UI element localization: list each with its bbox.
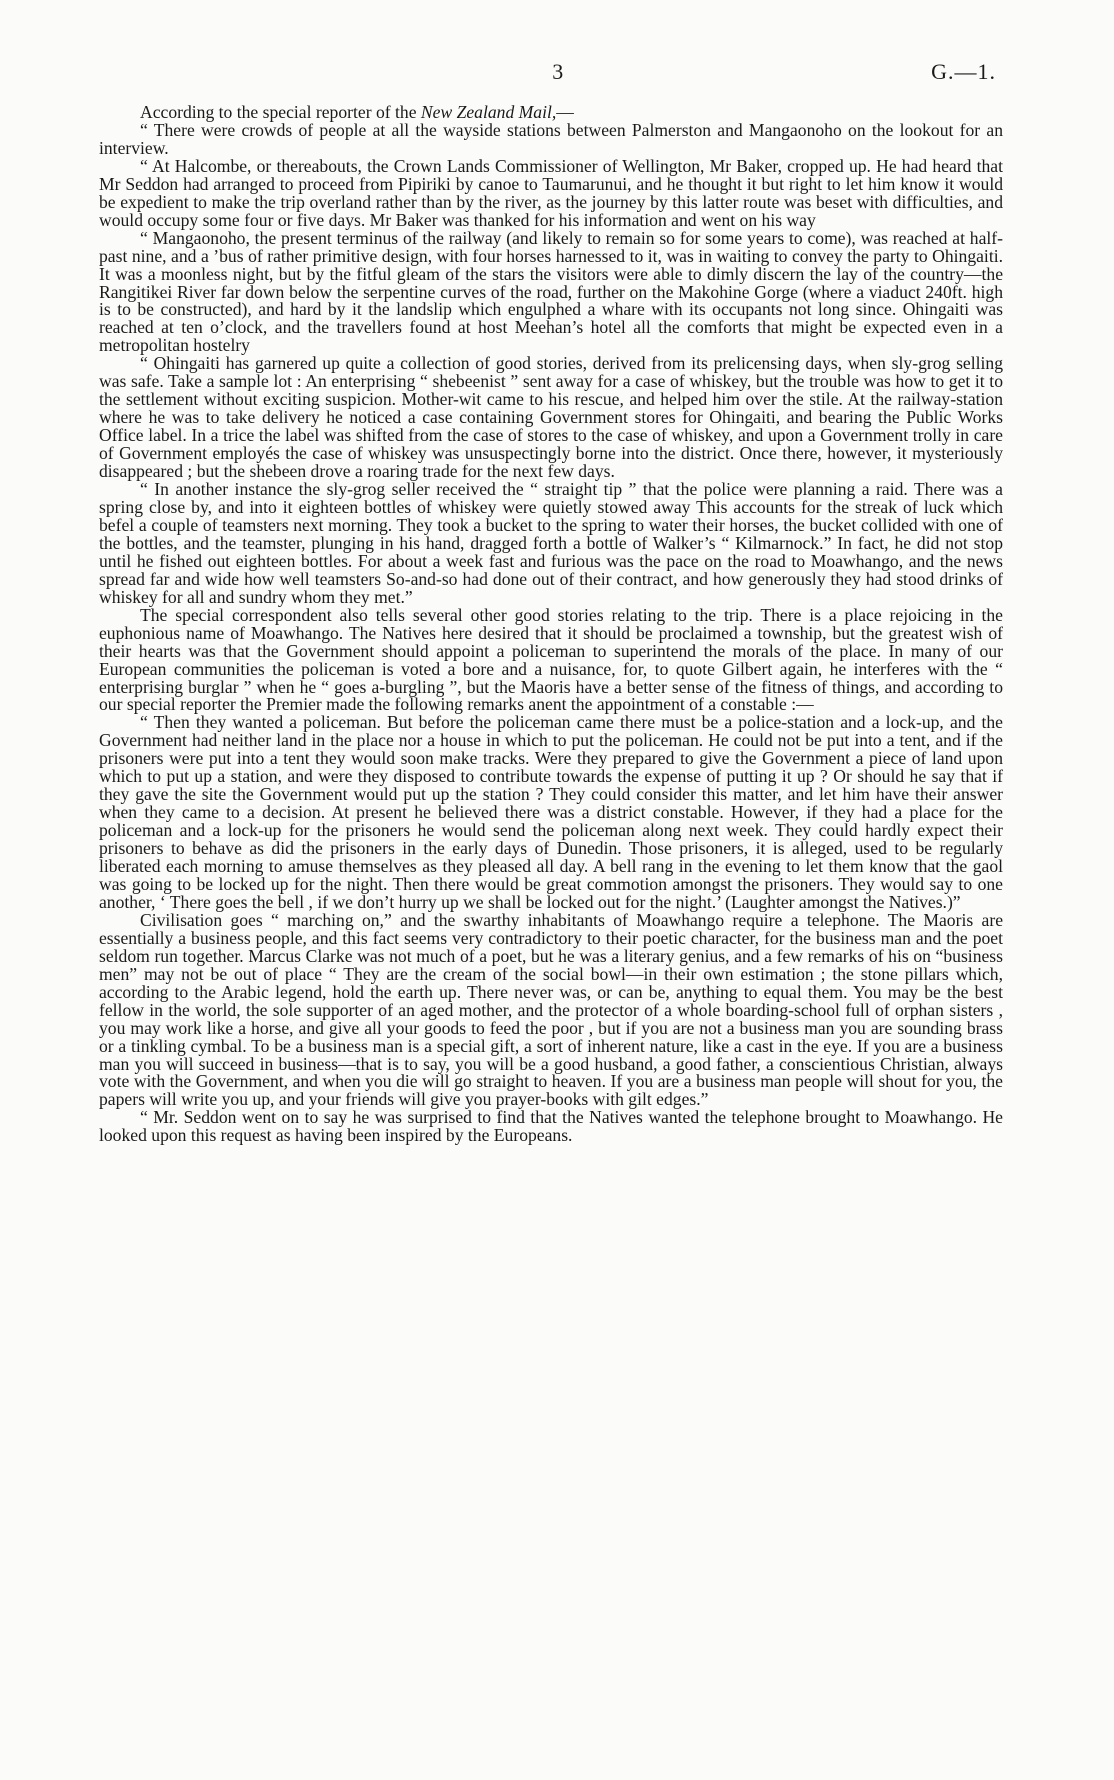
paragraph: Civilisation goes “ marching on,” and the swarthy inhabitants of Moawhango require a telephone. The Maoris are essentially a business people, and this fact seems very contradictory to their poetic character, for the business man and the poet seldom run together. Marcus Clarke was not much of a poet, but he was a literary genius, and a few remarks of his on “business men” may not be out of place “ They are the cream of the social bowl—in their own estimation ; the stone pillars which, according to the Arabic legend, hold the earth up. There never was, or can be, anything to equal them. You may be the best fellow in the world, the sole supporter of an aged mother, and the protector of a whole boarding-school full of orphan sisters , you may work like a horse, and give all your goods to feed the poor , but if you are not a business man you are sounding brass or a tinkling cymbal. To be a business man is a special gift, a sort of inherent nature, like a cast in the eye. If you are a business man you will succeed in business—that is to say, you will be a good husband, a good father, a conscientious Christian, always vote with the Government, and when you die will go straight to heaven. If you are a business man people will shout for you, the papers will write you up, and your friends will give you prayer-books with gilt edges.” [99,909,1003,1110]
body-text [99,104,1003,1145]
intro-text: According to the special reporter of the [140,102,421,122]
intro-dash: — [556,102,574,122]
page-number: 3 [552,59,564,84]
paragraph: “ At Halcombe, or thereabouts, the Crown Lands Commissioner of Wellington, Mr Baker, cropped up. He had heard that Mr Seddon had arranged to proceed from Pipiriki by canoe to Taumarunui, and he thought it but right to let him know it would be expedient to make the trip overland rather than by the river, as the journey by this latter route was beset with difficulties, and would occupy some four or five days. Mr Baker was thanked for his information and went on his way [99,155,1003,230]
document-reference: G.—1. [931,59,996,84]
paragraph: “ Mr. Seddon went on to say he was surprised to find that the Natives wanted the telephone brought to Moawhango. He looked upon this request as having been inspired by the Europeans. [99,1107,1003,1146]
paragraph: “ Mangaonoho, the present terminus of the railway (and likely to remain so for some years to come), was reached at half-past nine, and a ’bus of rather primitive design, with four horses harnessed to it, was in waiting to convey the party to Ohingaiti. It was a moonless night, but by the fitful gleam of the stars the visitors were able to dimly discern the lay of the country—the Rangitikei River far down below the serpentine curves of the road, further on the Makohine Gorge (where a viaduct 240ft. high is to be constructed), and hard by it the landslip which engulphed a whare with its occupants not long since. Ohingaiti was reached at ten o’clock, and the travellers found at host Meehan’s hotel all the comforts that might be expected even in a metropolitan hostelry [99,227,1003,356]
paragraph: “ Ohingaiti has garnered up quite a collection of good stories, derived from its prelicensing days, when sly-grog selling was safe. Take a sample lot : An enterprising “ shebeenist ” sent away for a case of whiskey, but the trouble was how to get it to the settlement without exciting suspicion. Mother-wit came to his rescue, and helped him over the stile. At the railway-station where he was to take delivery he noticed a case containing Government stores for Ohingaiti, and bearing the Public Works Office label. In a trice the label was shifted from the case of stores to the case of whiskey, and upon a Government trolly in care of Government employés the case of whiskey was unsuspectingly borne into the district. Once there, however, it mysteriously disappeared ; but the shebeen drove a roaring trade for the next few days. [99,353,1003,482]
paragraph: “ Then they wanted a policeman. But before the policeman came there must be a police-station and a lock-up, and the Government had neither land in the place nor a house in which to put the policeman. He could not be put into a tent, and if the prisoners were put into a tent they would soon make tracks. Were they prepared to give the Government a piece of land upon which to put up a station, and were they disposed to contribute towards the expense of putting it up ? Or should he say that if they gave the site the Government would put up the station ? They could consider this matter, and let him have their answer when they came to a decision. At present he believed there was a district constable. However, if they had a place for the policeman and a lock-up for the prisoners he would send the policeman along next week. They could hardly expect their prisoners to behave as did the prisoners in the early days of Dunedin. Those prisoners, it is alleged, used to be regularly liberated each morning to amuse themselves as they pleased all day. A bell rang in the evening to let them know that the gaol was going to be locked up for the night. Then there would be great commotion amongst the prisoners. They would say to one another, ‘ There goes the bell , if we don’t hurry up we shall be locked out for the night.’ (Laughter amongst the Natives.)” [99,712,1003,912]
newspaper-title: New Zealand Mail, [420,102,557,122]
paragraph: “ In another instance the sly-grog seller received the “ straight tip ” that the police were planning a raid. There was a spring close by, and into it eighteen bottles of whiskey were quietly stowed away This accounts for the streak of luck which befel a couple of teamsters next morning. They took a bucket to the spring to water their horses, the bucket collided with one of the bottles, and the teamster, plunging in his hand, dragged forth a bottle of Walker’s “ Kilmarnock.” In fact, he did not stop until he fished out eighteen bottles. For about a week fast and furious was the pace on the road to Moawhango, and the news spread far and wide how well teamsters So-and-so had done out of their contract, and how generously they had stood drinks of whiskey for all and sundry whom they met.” [99,479,1003,607]
paragraph: The special correspondent also tells several other good stories relating to the trip. There is a place rejoicing in the euphonious name of Moawhango. The Natives here desired that it should be proclaimed a township, but the greatest wish of their hearts was that the Government should appoint a policeman to superintend the morals of the place. In many of our European communities the policeman is voted a bore and a nuisance, for, to quote Gilbert again, he interferes with the “ enterprising burglar ” when he “ goes a-burgling ”, but the Maoris have a better sense of the fitness of things, and according to our special reporter the Premier made the following remarks anent the appointment of a constable :— [99,604,1003,715]
paragraph: “ There were crowds of people at all the wayside stations between Palmerston and Mangaonoho on the lookout for an interview. [99,119,1003,158]
